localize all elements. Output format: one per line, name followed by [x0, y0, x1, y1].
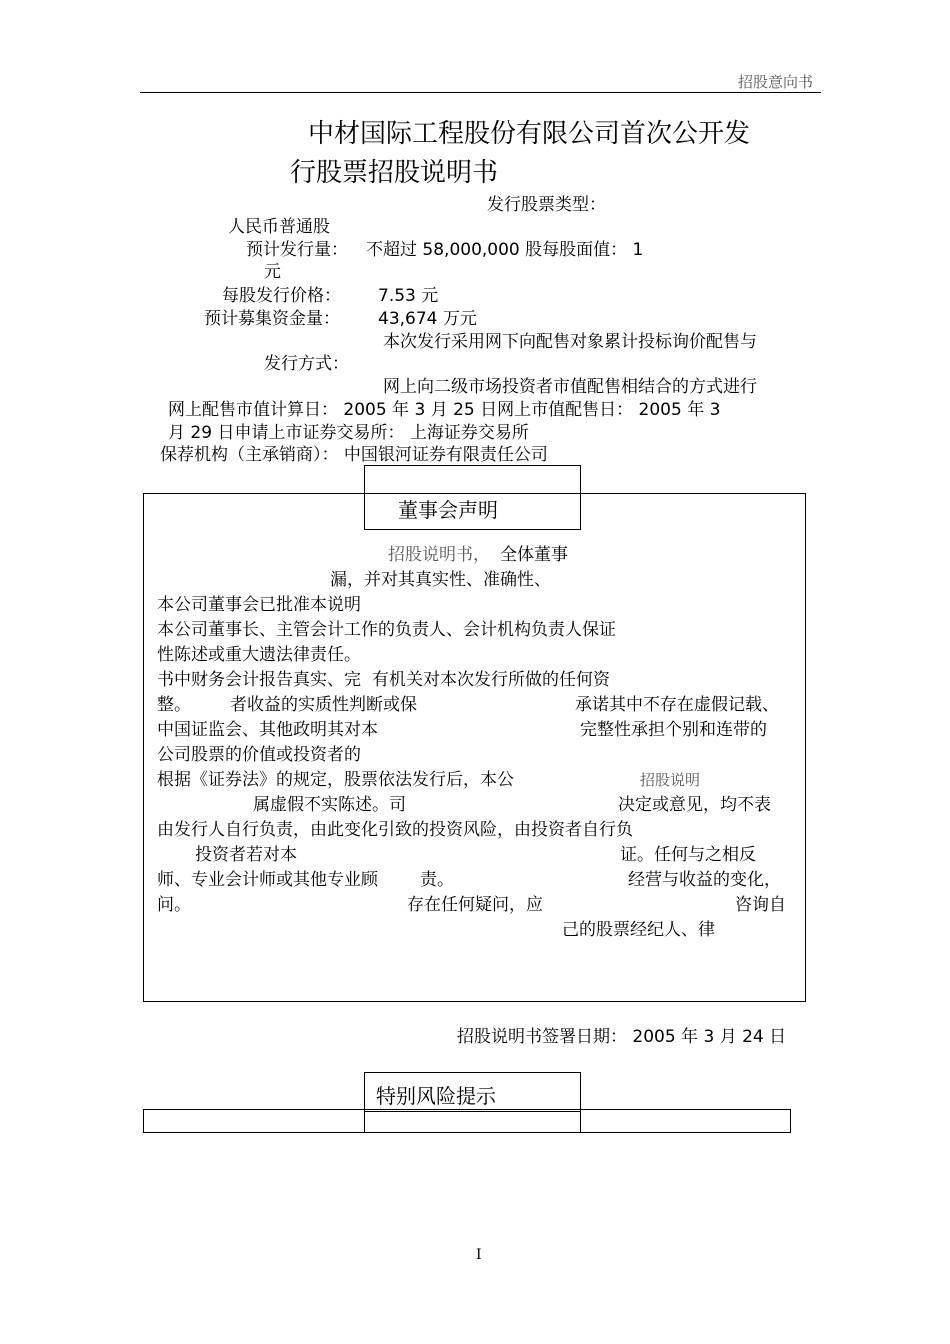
board-heading: 董事会声明: [398, 498, 498, 522]
statement-fragment: 全体董事: [500, 545, 568, 565]
type-label: 发行股票类型：: [487, 195, 606, 215]
statement-fragment: 由发行人自行负责，由此变化引致的投资风险，由投资者自行负: [157, 820, 633, 840]
sign-date: 招股说明书签署日期： 2005 年 3 月 24 日: [457, 1027, 787, 1047]
statement-fragment: 整。: [157, 695, 191, 715]
funds-value: 43,674 万元: [378, 309, 477, 329]
statement-fragment: 承诺其中不存在虚假记载、: [575, 695, 779, 715]
statement-fragment: 决定或意见，均不表: [618, 795, 771, 815]
volume-unit: 元: [264, 262, 281, 282]
statement-fragment: 问。: [157, 895, 191, 915]
method-line-1: 本次发行采用网下向配售对象累计投标询价配售与: [383, 332, 757, 352]
price-value: 7.53 元: [378, 286, 439, 306]
statement-fragment: 师、专业会计师或其他专业顾: [157, 870, 378, 890]
statement-fragment: 有机关对本次发行所做的任何资: [372, 670, 610, 690]
method-label: 发行方式：: [264, 354, 349, 374]
statement-fragment: 责。: [420, 870, 454, 890]
statement-fragment: 根据《证券法》的规定，股票依法发行后，本公: [157, 770, 514, 790]
statement-fragment: 书中财务会计报告真实、完: [157, 670, 361, 690]
statement-fragment: 存在任何疑问，应: [407, 895, 543, 915]
risk-heading: 特别风险提示: [376, 1084, 496, 1108]
statement-fragment: 性陈述或重大遗法律责任。: [157, 645, 361, 665]
statement-fragment: 招股说明: [640, 771, 701, 789]
table-divider: [364, 1109, 365, 1132]
dates-line-2: 月 29 日申请上市证券交易所： 上海证券交易所: [168, 423, 529, 443]
title-line-2: 行股票招股说明书: [290, 158, 499, 188]
volume-label: 预计发行量：: [246, 240, 348, 260]
statement-fragment: 中国证监会、其他政明其对本: [157, 720, 378, 740]
funds-label: 预计募集资金量：: [204, 309, 340, 329]
method-line-2: 网上向二级市场投资者市值配售相结合的方式进行: [383, 377, 757, 397]
running-header: 招股意向书: [738, 73, 814, 91]
risk-table-row: [143, 1109, 791, 1133]
sponsor: 保荐机构（主承销商）： 中国银河证券有限责任公司: [160, 445, 548, 465]
statement-fragment: 漏，并对其真实性、准确性、: [330, 570, 551, 590]
header-rule: [140, 92, 821, 93]
statement-fragment: 本公司董事长、主管会计工作的负责人、会计机构负责人保证: [157, 620, 616, 640]
statement-fragment: 公司股票的价值或投资者的: [157, 745, 361, 765]
statement-fragment: 招股说明书，: [388, 545, 490, 565]
title-line-1: 中材国际工程股份有限公司首次公开发: [308, 119, 751, 149]
statement-fragment: 证。任何与之相反: [620, 845, 756, 865]
volume-value: 不超过 58,000,000 股每股面值： 1: [366, 240, 644, 260]
price-label: 每股发行价格：: [222, 286, 341, 306]
page-number: I: [476, 1247, 482, 1263]
statement-fragment: 投资者若对本: [195, 845, 297, 865]
statement-fragment: 咨询自: [735, 895, 786, 915]
statement-fragment: 经营与收益的变化，: [628, 870, 781, 890]
statement-fragment: 者收益的实质性判断或保: [230, 695, 417, 715]
statement-fragment: 己的股票经纪人、律: [562, 920, 715, 940]
statement-fragment: 本公司董事会已批准本说明: [157, 595, 361, 615]
statement-fragment: 属虚假不实陈述。司: [253, 795, 406, 815]
statement-fragment: 完整性承担个别和连带的: [580, 720, 767, 740]
type-value: 人民币普通股: [228, 217, 330, 237]
dates-line-1: 网上配售市值计算日： 2005 年 3 月 25 日网上市值配售日： 2005 年 3: [168, 400, 721, 420]
table-divider: [580, 1109, 581, 1132]
